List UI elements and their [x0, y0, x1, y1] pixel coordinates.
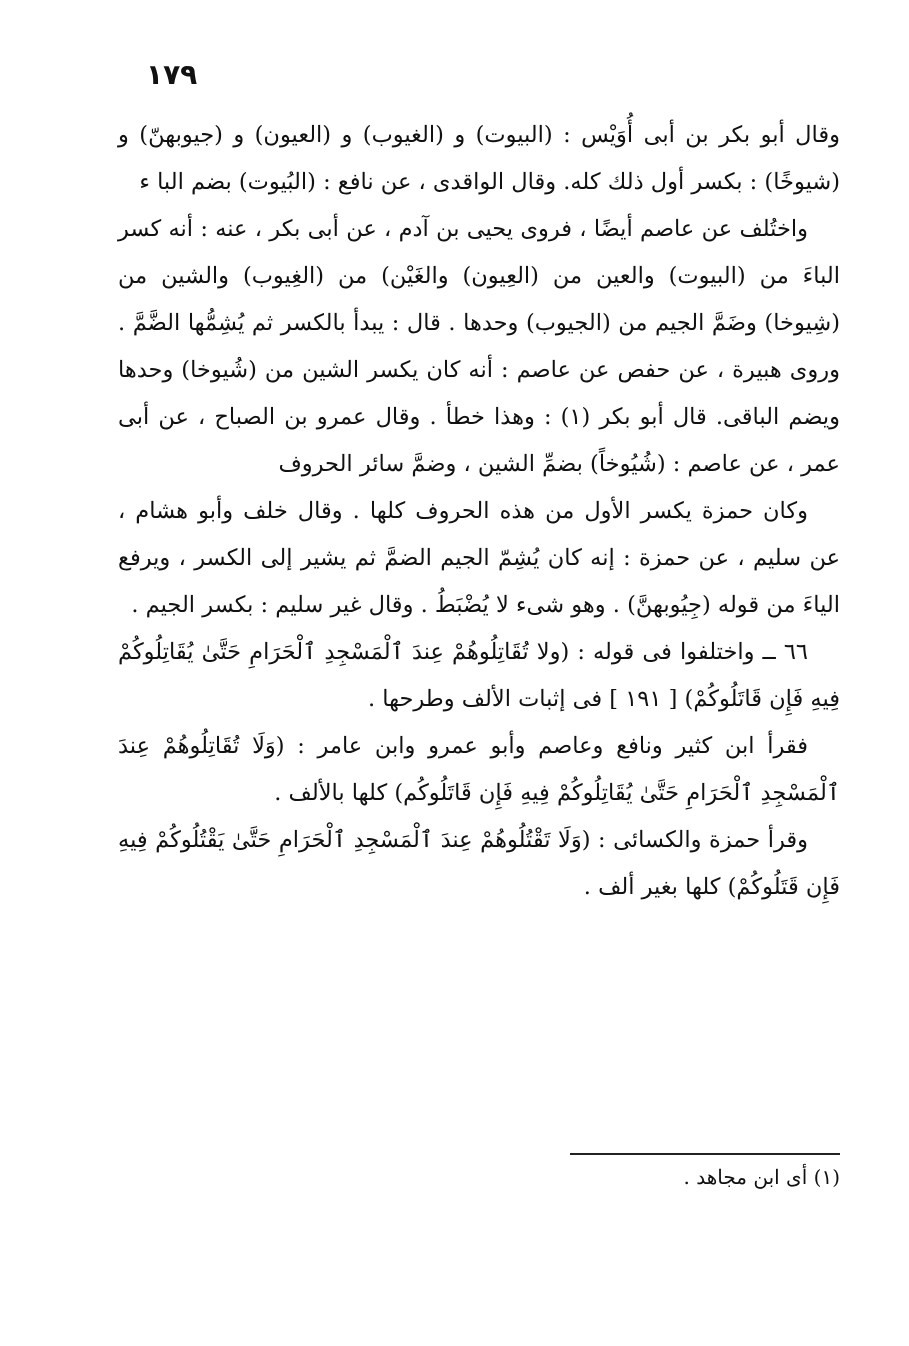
footnote-divider [570, 1153, 840, 1155]
paragraph-hamza: وكان حمزة يكسر الأول من هذه الحروف كلها . وقال خلف وأبو هشام ، عن سليم ، عن حمزة : إنه كان يُشِمّ الجيم الضمَّ ثم يشير إلى الكسر ، ويرفع الياءَ من قوله (جِيُوبهنَّ) . وهو شىء لا يُضْبَطُ . وقال غير سليم : بكسر الجيم . [118, 498, 840, 618]
page-number: ١٧٩ [146, 58, 198, 91]
footnote: (١) أى ابن مجاهد . [683, 1165, 840, 1189]
paragraph-section-66: ٦٦ ــ واختلفوا فى قوله : (ولا تُقَاتِلُوهُمْ عِندَ ٱلْمَسْجِدِ ٱلْحَرَامِ حَتَّىٰ يُقَاتِلُوكُمْ فِيهِ فَإِن قَاتَلُوكُمْ) [ ١٩١ ] فى إثبات الألف وطرحها . [118, 639, 840, 712]
paragraph-abu-bakr: وقال أبو بكر بن أبى أُوَيْس : (البيوت) و (الغيوب) و (العيون) و (جيوبهنّ) و (شيوخًا) : بكسر أول ذلك كله. وقال الواقدى ، عن نافع : (البُيوت) بضم البا ء [118, 122, 840, 195]
paragraph-asim-variants: واختُلف عن عاصم أيضًا ، فروى يحيى بن آدم ، عن أبى بكر ، عنه : أنه كسر الباءَ من (البيوت) والعين من (العِيون) والغَيْن) من (الغِيوب) والشين من (شِيوخا) وضَمَّ الجيم من (الجيوب) وحدها . قال : يبدأ بالكسر ثم يُشِمُّها الضَّمَّ . وروى هبيرة ، عن حفص عن عاصم : أنه كان يكسر الشين من (شُيوخا) وحدها ويضم الباقى. قال أبو بكر (١) : وهذا خطأ . وقال عمرو بن الصباح ، عن أبى عمر ، عن عاصم : (شُيُوخاً) بضمِّ الشين ، وضمَّ سائر الحروف [118, 216, 840, 477]
main-text [118, 112, 840, 911]
paragraph-readers-without-alif: وقرأ حمزة والكسائى : (وَلَا تَقْتُلُوهُمْ عِندَ ٱلْمَسْجِدِ ٱلْحَرَامِ حَتَّىٰ يَقْتُلُوكُمْ فِيهِ فَإِن قَتَلُوكُمْ) كلها بغير ألف . [118, 827, 840, 900]
paragraph-readers-with-alif: فقرأ ابن كثير ونافع وعاصم وأبو عمرو وابن عامر : (وَلَا تُقَاتِلُوهُمْ عِندَ ٱلْمَسْجِدِ ٱلْحَرَامِ حَتَّىٰ يُقَاتِلُوكُمْ فِيهِ فَإِن قَاتَلُوكُم) كلها بالألف . [118, 733, 840, 806]
